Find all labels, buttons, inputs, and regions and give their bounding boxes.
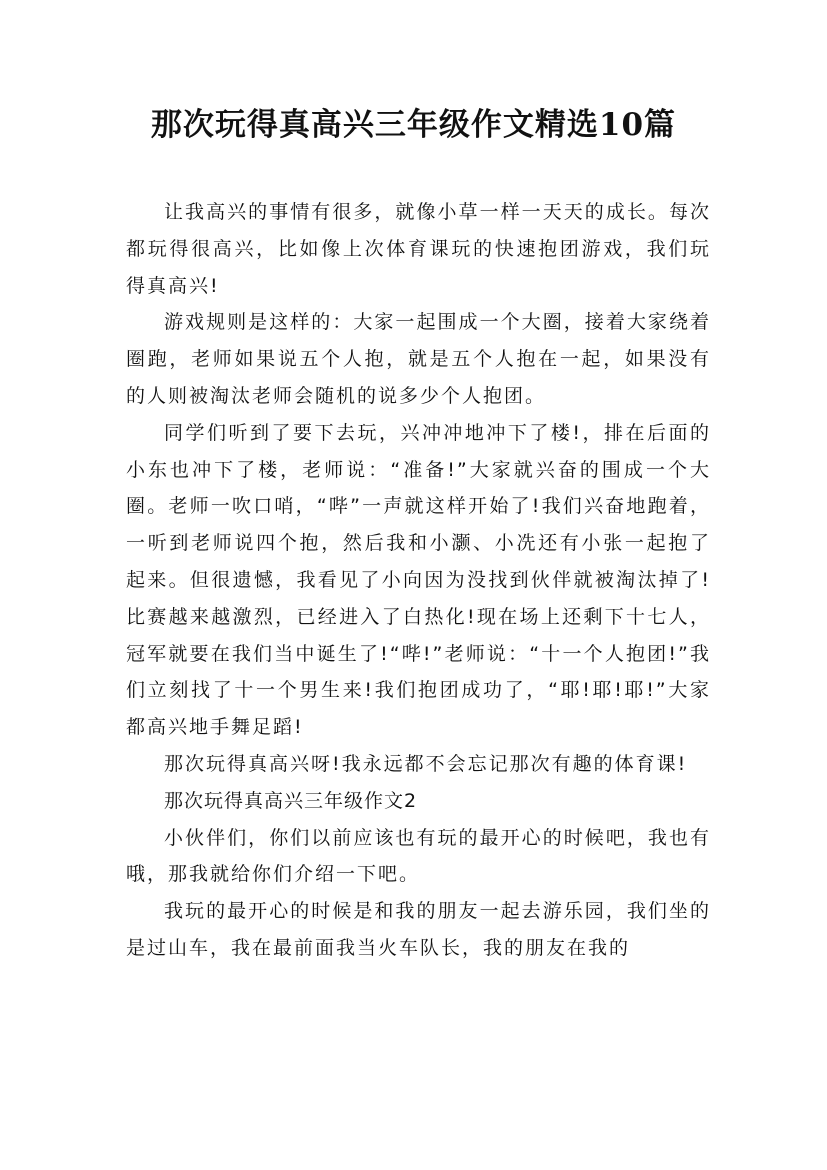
- paragraph-4: 那次玩得真高兴呀!我永远都不会忘记那次有趣的体育课!: [164, 752, 688, 775]
- document-body: [126, 194, 711, 967]
- paragraph-5: 小伙伴们，你们以前应该也有玩的最开心的时候吧，我也有哦，那我就给你们介绍一下吧。: [126, 826, 711, 886]
- paragraph-3: 同学们听到了要下去玩，兴冲冲地冲下了楼!，排在后面的小东也冲下了楼，老师说：“准备!”大家就兴奋的围成一个大圈。老师一吹口哨，“哔”一声就这样开始了!我们兴奋地跑着，一听到老师说四个抱，然后我和小灏、小冼还有小张一起抱了起来。但很遗憾，我看见了小向因为没找到伙伴就被淘汰掉了!比赛越来越激烈，已经进入了白热化!现在场上还剩下十七人，冠军就要在我们当中诞生了!“哔!”老师说：“十一个人抱团!”我们立刻找了十一个男生来!我们抱团成功了，“耶!耶!耶!”大家都高兴地手舞足蹈!: [126, 421, 711, 739]
- document-title: 那次玩得真高兴三年级作文精选10篇: [150, 107, 677, 143]
- paragraph-1: 让我高兴的事情有很多，就像小草一样一天天的成长。每次都玩得很高兴，比如像上次体育课玩的快速抱团游戏，我们玩得真高兴!: [126, 201, 711, 297]
- section-heading: 那次玩得真高兴三年级作文2: [164, 789, 418, 812]
- paragraph-2: 游戏规则是这样的：大家一起围成一个大圈，接着大家绕着圈跑，老师如果说五个人抱，就是五个人抱在一起，如果没有的人则被淘汰老师会随机的说多少个人抱团。: [126, 311, 711, 407]
- paragraph-6: 我玩的最开心的时候是和我的朋友一起去游乐园，我们坐的是过山车，我在最前面我当火车队长，我的朋友在我的: [126, 900, 711, 959]
